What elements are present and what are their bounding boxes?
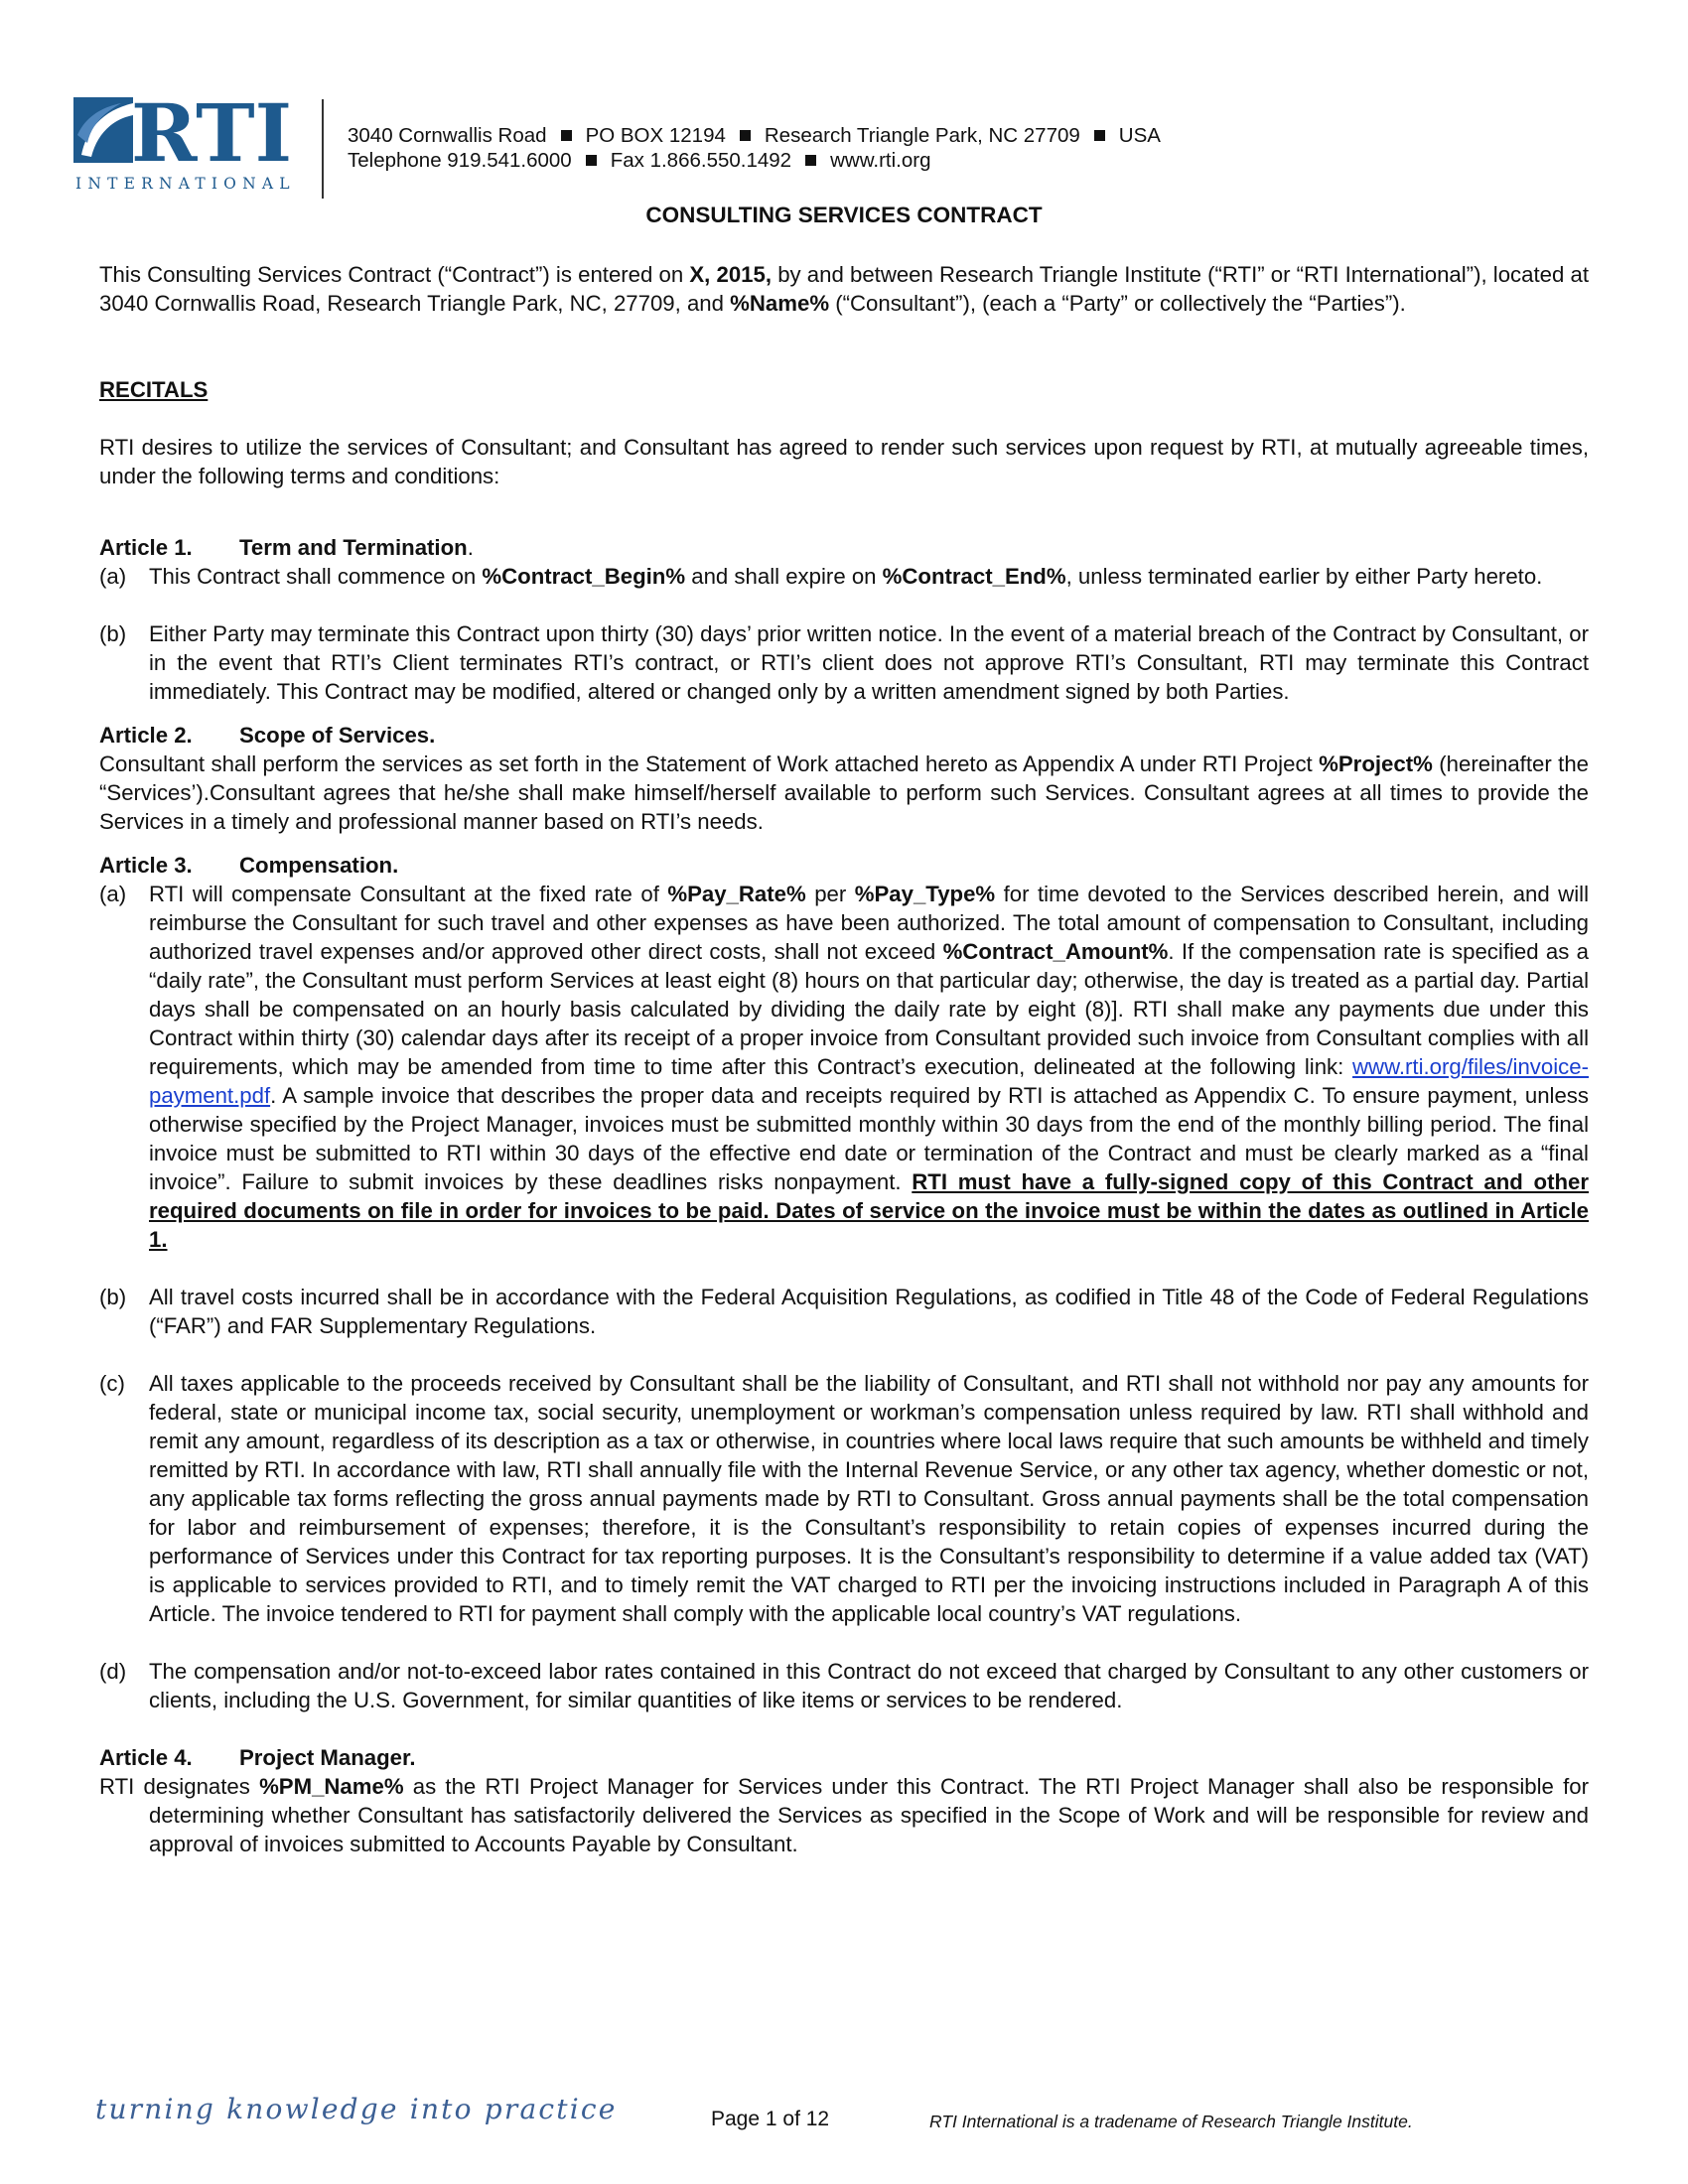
page-number: Page 1 of 12 <box>711 2108 830 2130</box>
recitals-paragraph: RTI desires to utilize the services of Consultant; and Consultant has agreed to render such services upon request by RTI, at mutually agreeable times, under the following terms and conditions: <box>99 435 1589 488</box>
intro-paragraph: This Consulting Services Contract (“Contract”) is entered on X, 2015, by and between Research Triangle Institute (“RTI” or “RTI International”), located at 3040 Cornwallis Road, Research Triangle Park, NC, 27709, and %Name% (“Consultant”), (each a “Party” or collectively the “Parties”). <box>99 262 1590 316</box>
bullet-square-icon <box>740 130 751 141</box>
footer-tagline: turning knowledge into practice <box>95 2093 618 2125</box>
article-4-heading: Article 4. Project Manager. <box>99 1745 416 1770</box>
recitals-heading: RECITALS <box>99 377 209 402</box>
logo-divider <box>322 99 324 199</box>
article-1-clause-b: (b) Either Party may terminate this Contract upon thirty (30) days’ prior written notice. In the event of a material breach of the Contract by Consultant, or in the event that RTI’s Client terminates RTI’s contract, or RTI’s client does not approve RTI’s Consultant, RTI may terminate this Contract immediately. This Contract may be modified, altered or changed only by a written amendment signed by both Parties. <box>99 621 1589 704</box>
bullet-square-icon <box>1094 130 1105 141</box>
rti-logo <box>73 95 308 195</box>
address-line: 3040 Cornwallis Road PO BOX 12194 Research Triangle Park, NC 27709 USA <box>348 124 1161 147</box>
article-2-heading: Article 2. Scope of Services. <box>99 723 436 748</box>
letterhead-address <box>348 123 1161 173</box>
bullet-square-icon <box>805 155 816 166</box>
article-3-heading: Article 3. Compensation. <box>99 853 399 878</box>
article-1-clause-a: (a) This Contract shall commence on %Contract_Begin% and shall expire on %Contract_End%, unless terminated earlier by either Party hereto. <box>99 564 1543 589</box>
article-2-paragraph: Consultant shall perform the services as set forth in the Statement of Work attached hereto as Appendix A under RTI Project %Project% (hereinafter the “Services’).Consultant agrees that he/she shall make himself/herself available to perform such Services. Consultant agrees at all times to provide the Services in a timely and professional manner based on RTI’s needs. <box>99 751 1590 834</box>
article-3-clause-c: (c) All taxes applicable to the proceeds received by Consultant shall be the liability of Consultant, and RTI shall not withhold nor pay any amounts for federal, state or municipal income tax, social security, unemployment or workman’s compensation unless required by law. RTI shall withhold and remit any amount, regardless of its description as a tax or otherwise, in countries where local laws require that such amounts be withheld and timely remitted by RTI. In accordance with law, RTI shall annually file with the Internal Revenue Service, or any other tax agency, whether domestic or not, any applicable tax forms reflecting the gross annual payments made by RTI to Consultant. Gross annual payments shall be the total compensation for labor and reimbursement of expenses; therefore, it is the Consultant’s responsibility to retain copies of expenses incurred during the performance of Services under this Contract for tax reporting purposes. It is the Consultant’s responsibility to determine if a value added tax (VAT) is applicable to services provided to RTI, and to timely remit the VAT charged to RTI per the invoicing instructions included in Paragraph A of this Article. The invoice tendered to RTI for payment shall comply with the applicable local country’s VAT regulations. <box>99 1371 1589 1626</box>
article-3-clause-a: (a) RTI will compensate Consultant at the fixed rate of %Pay_Rate% per %Pay_Type% for time devoted to the Services described herein, and will reimburse the Consultant for such travel and other expenses as have been authorized. The total amount of compensation to Consultant, including authorized travel expenses and/or approved other direct costs, shall not exceed %Contract_Amount%. If the compensation rate is specified as a “daily rate”, the Consultant must perform Services at least eight (8) hours on that particular day; otherwise, the day is treated as a partial day. Partial days shall be compensated on an hourly basis calculated by dividing the daily rate by eight (8)]. RTI shall make any payments due under this Contract within thirty (30) calendar days after its receipt of a proper invoice from Consultant provided such invoice from Consultant complies with all requirements, which may be amended from time to time after this Contract’s execution, delineated at the following link: www.rti.org/files/invoice-payment.pdf. A sample invoice that describes the proper data and receipts required by RTI is attached as Appendix C. To ensure payment, unless otherwise specified by the Project Manager, invoices must be submitted monthly within 30 days from the end of the monthly billing period. The final invoice must be submitted to RTI within 30 days of the effective end date or termination of the Contract and must be clearly marked as a “final invoice”. Failure to submit invoices by these deadlines risks nonpayment. RTI must have a fully-signed copy of this Contract and other required documents on file in order for invoices to be paid. Dates of service on the invoice must be within the dates as outlined in Article 1. <box>99 882 1589 1252</box>
svg-text:RTI: RTI <box>131 95 293 180</box>
document-title: CONSULTING SERVICES CONTRACT <box>645 203 1043 227</box>
contact-line: Telephone 919.541.6000 Fax 1.866.550.1492 www.rti.org <box>348 149 931 172</box>
invoice-requirement-notice: RTI must have a fully-signed copy of this Contract and other required documents on file in order for invoices to be paid. Dates of service on the invoice must be within the dates as outlined in Article 1. <box>149 1169 1589 1252</box>
bullet-square-icon <box>561 130 572 141</box>
contract-body <box>99 260 1589 1858</box>
invoice-payment-link[interactable]: www.rti.org/files/invoice-payment.pdf <box>149 1054 1589 1108</box>
svg-text:INTERNATIONAL: INTERNATIONAL <box>75 175 296 193</box>
website-link[interactable]: www.rti.org <box>830 149 931 172</box>
article-3-clause-b: (b) All travel costs incurred shall be in accordance with the Federal Acquisition Regulations, as codified in Title 48 of the Code of Federal Regulations (“FAR”) and FAR Supplementary Regulations. <box>99 1285 1589 1338</box>
article-1-heading: Article 1. Term and Termination. <box>99 535 474 560</box>
article-4-paragraph: RTI designates %PM_Name% as the RTI Project Manager for Services under this Contract. The RTI Project Manager shall also be responsible for determining whether Consultant has satisfactorily delivered the Services as specified in the Scope of Work and will be responsible for review and approval of invoices submitted to Accounts Payable by Consultant. <box>99 1774 1589 1856</box>
bullet-square-icon <box>586 155 597 166</box>
article-3-clause-d: (d) The compensation and/or not-to-exceed labor rates contained in this Contract do not exceed that charged by Consultant to any other customers or clients, including the U.S. Government, for similar quantities of like items or services to be rendered. <box>99 1659 1589 1712</box>
trademark-notice: RTI International is a tradename of Research Triangle Institute. <box>929 2112 1413 2131</box>
